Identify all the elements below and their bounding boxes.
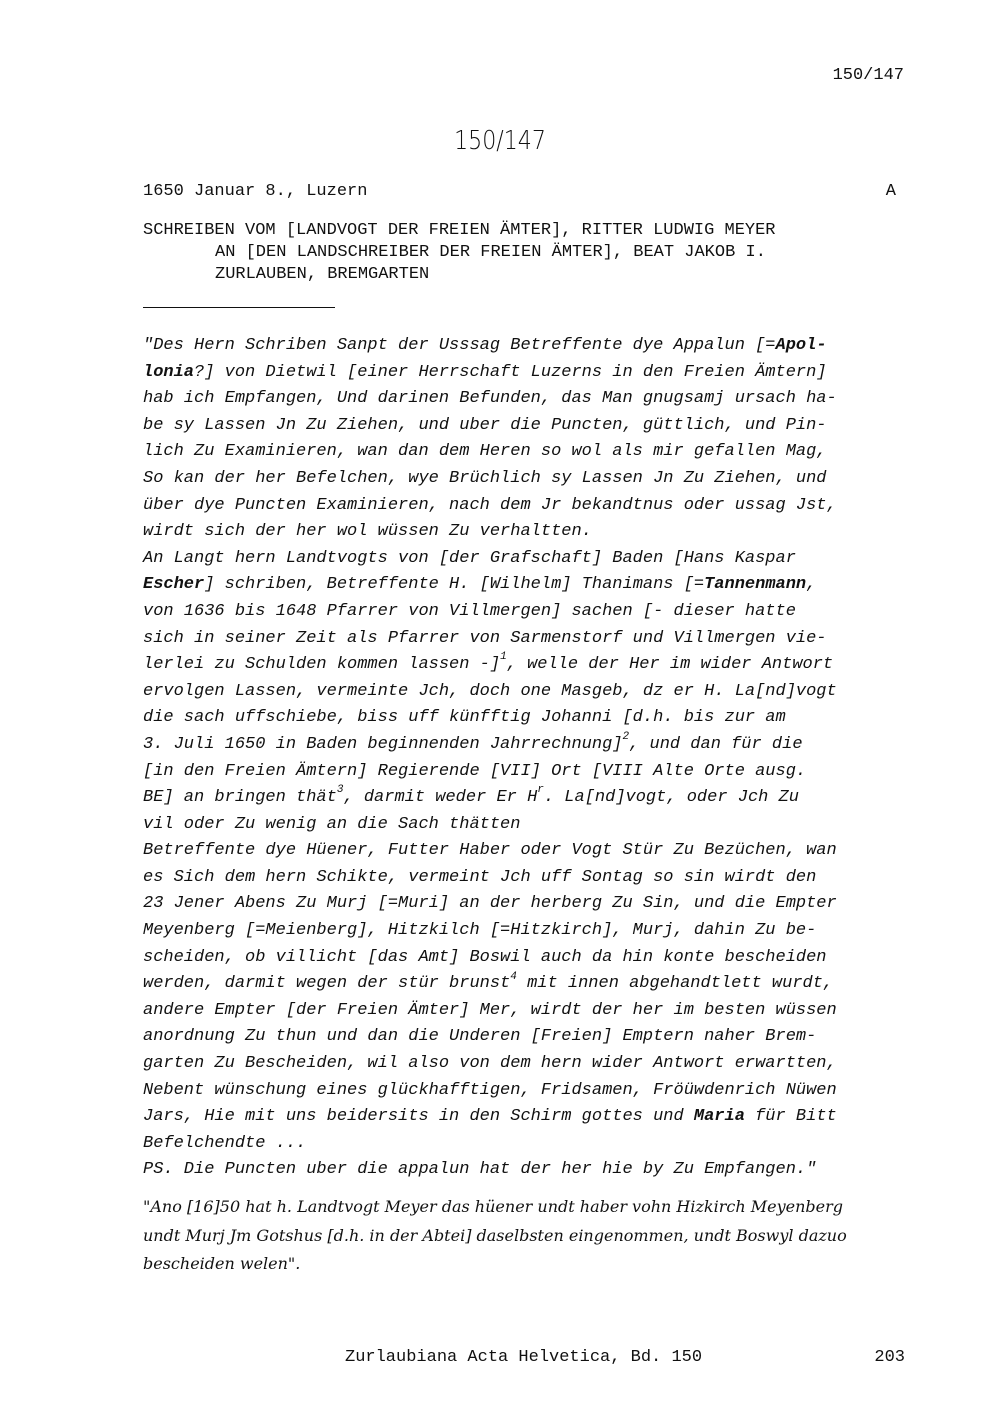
text-line: [in den Freien Ämtern] Regierende [VII] Ort [VIII Alte Orte ausg. (143, 761, 807, 781)
text-line: Escher] schriben, Betreffente H. [Wilhelm] Thanimans [=Tannenmann, (143, 575, 817, 595)
text-line: PS. Die Puncten uber die appalun hat der her hie by Zu Empfangen." (143, 1160, 817, 1180)
footnote-ref: 4 (510, 970, 517, 983)
document-heading (143, 220, 900, 286)
date-place: 1650 Januar 8., Luzern (143, 182, 368, 201)
page-reference: 150/147 (832, 66, 904, 85)
text-line: garten Zu Bescheiden, wil also von dem hern wider Antwort erwartten, (143, 1054, 837, 1074)
text-line: be sy Lassen Jn Zu Ziehen, und uber die Puncten, güttlich, und Pin- (143, 415, 827, 435)
text-line: Betreffente dye Hüener, Futter Haber oder Vogt Stür Zu Bezüchen, wan (143, 841, 837, 861)
text-line: lonia?] von Dietwil [einer Herrschaft Luzerns in den Freien Ämtern] (143, 362, 827, 382)
footnote-ref: 3 (336, 784, 344, 797)
text-line: lerlei zu Schulden kommen lassen -]$^1$, welle der Her im wider Antwort (143, 651, 834, 675)
heading-line: AN [DEN LANDSCHREIBER DER FREIEN ÄMTER], BEAT JAKOB I. (215, 243, 766, 262)
document-number: 150/147 (454, 126, 546, 156)
text-line: Meyenberg [=Meienberg], Hitzkilch [=Hitzkirch], Murj, dahin Zu be- (143, 921, 817, 941)
text-line: Jars, Hie mit uns beidersits in den Schirm gottes und Maria für Bitt (143, 1107, 837, 1127)
text-line: lich Zu Examinieren, wan dan dem Heren so wol als mir gefallen Mag, (143, 442, 827, 462)
tradition-letter: A (885, 182, 896, 201)
text-line: scheiden, ob villicht [das Amt] Boswil auch da hin konte bescheiden (143, 947, 827, 967)
dateline (143, 182, 896, 201)
text-line: anordnung Zu thun und dan die Underen [Freien] Emptern naher Brem- (143, 1027, 817, 1047)
archival-note (143, 1193, 903, 1279)
text-line: Befelchendte ... (143, 1133, 307, 1153)
text-line: hab ich Empfangen, Und darinen Befunden, das Man gnugsamj ursach ha- (143, 389, 837, 409)
separator-rule (143, 307, 335, 308)
superscript: r (537, 784, 544, 797)
footnote-ref: 1 (500, 651, 507, 664)
text-line: werden, darmit wegen der stür brunst$^4$ mit innen abgehandtlett wurdt, (143, 970, 834, 994)
text-line: ervolgen Lassen, vermeinte Jch, doch one Masgeb, dz er H. La[nd]vogt (143, 681, 837, 701)
text-line: 23 Jener Abens Zu Murj [=Muri] an der herberg Zu Sin, und die Empter (143, 894, 837, 914)
text-line: BE] an bringen thät$^3$, darmit weder Er $H^r$. La[nd]vogt, oder Jch Zu (143, 784, 799, 808)
page-number: 203 (874, 1348, 905, 1367)
text-line: Nebent wünschung eines glückhafftigen, Fridsamen, Fröüwdenrich Nüwen (143, 1080, 837, 1100)
text-line: "Des Hern Schriben Sanpt der Usssag Betreffente dye Appalun [=Apol- (143, 336, 827, 355)
letter-text (143, 333, 900, 1184)
text-line: die sach uffschiebe, biss uff künfftig Johanni [d.h. bis zur am (143, 708, 786, 728)
text-line: 3. Juli 1650 in Baden beginnenden Jahrrechnung]$^2$, und dan für die (143, 731, 803, 754)
text-line: vil oder Zu wenig an die Sach thätten (143, 814, 521, 834)
text-line: wirdt sich der her wol wüssen Zu verhaltten. (143, 522, 592, 542)
note-line: bescheiden welen". (143, 1254, 301, 1273)
footer-title: Zurlaubiana Acta Helvetica, Bd. 150 (345, 1348, 703, 1367)
note-line: undt Murj Jm Gotshus [d.h. in der Abtei] daselbsten eingenommen, undt Boswyl dazuo (143, 1225, 847, 1245)
text-line: von 1636 bis 1648 Pfarrer von Villmergen] sachen [- dieser hatte (143, 601, 796, 621)
footnote-ref: 2 (622, 731, 630, 744)
text-line: sich in seiner Zeit als Pfarrer von Sarmenstorf und Villmergen vie- (143, 628, 827, 648)
text-line: An Langt hern Landtvogts von [der Grafschaft] Baden [Hans Kaspar (143, 548, 796, 568)
note-line: "Ano [16]50 hat h. Landtvogt Meyer das hüener undt haber vohn Hizkirch Meyenberg (143, 1197, 843, 1216)
text-line: es Sich dem hern Schikte, vermeint Jch uff Sontag so sin wirdt den (143, 867, 817, 887)
heading-line: ZURLAUBEN, BREMGARTEN (215, 265, 430, 284)
text-line: andere Empter [der Freien Ämter] Mer, wirdt der her im besten wüssen (143, 1000, 837, 1020)
text-line: über dye Puncten Examinieren, nach dem Jr bekandtnus oder ussag Jst, (143, 495, 837, 515)
heading-line: SCHREIBEN VOM [LANDVOGT DER FREIEN ÄMTER], RITTER LUDWIG MEYER (143, 221, 776, 240)
text-line: So kan der her Befelchen, wye Brüchlich sy Lassen Jn Zu Ziehen, und (143, 468, 827, 488)
